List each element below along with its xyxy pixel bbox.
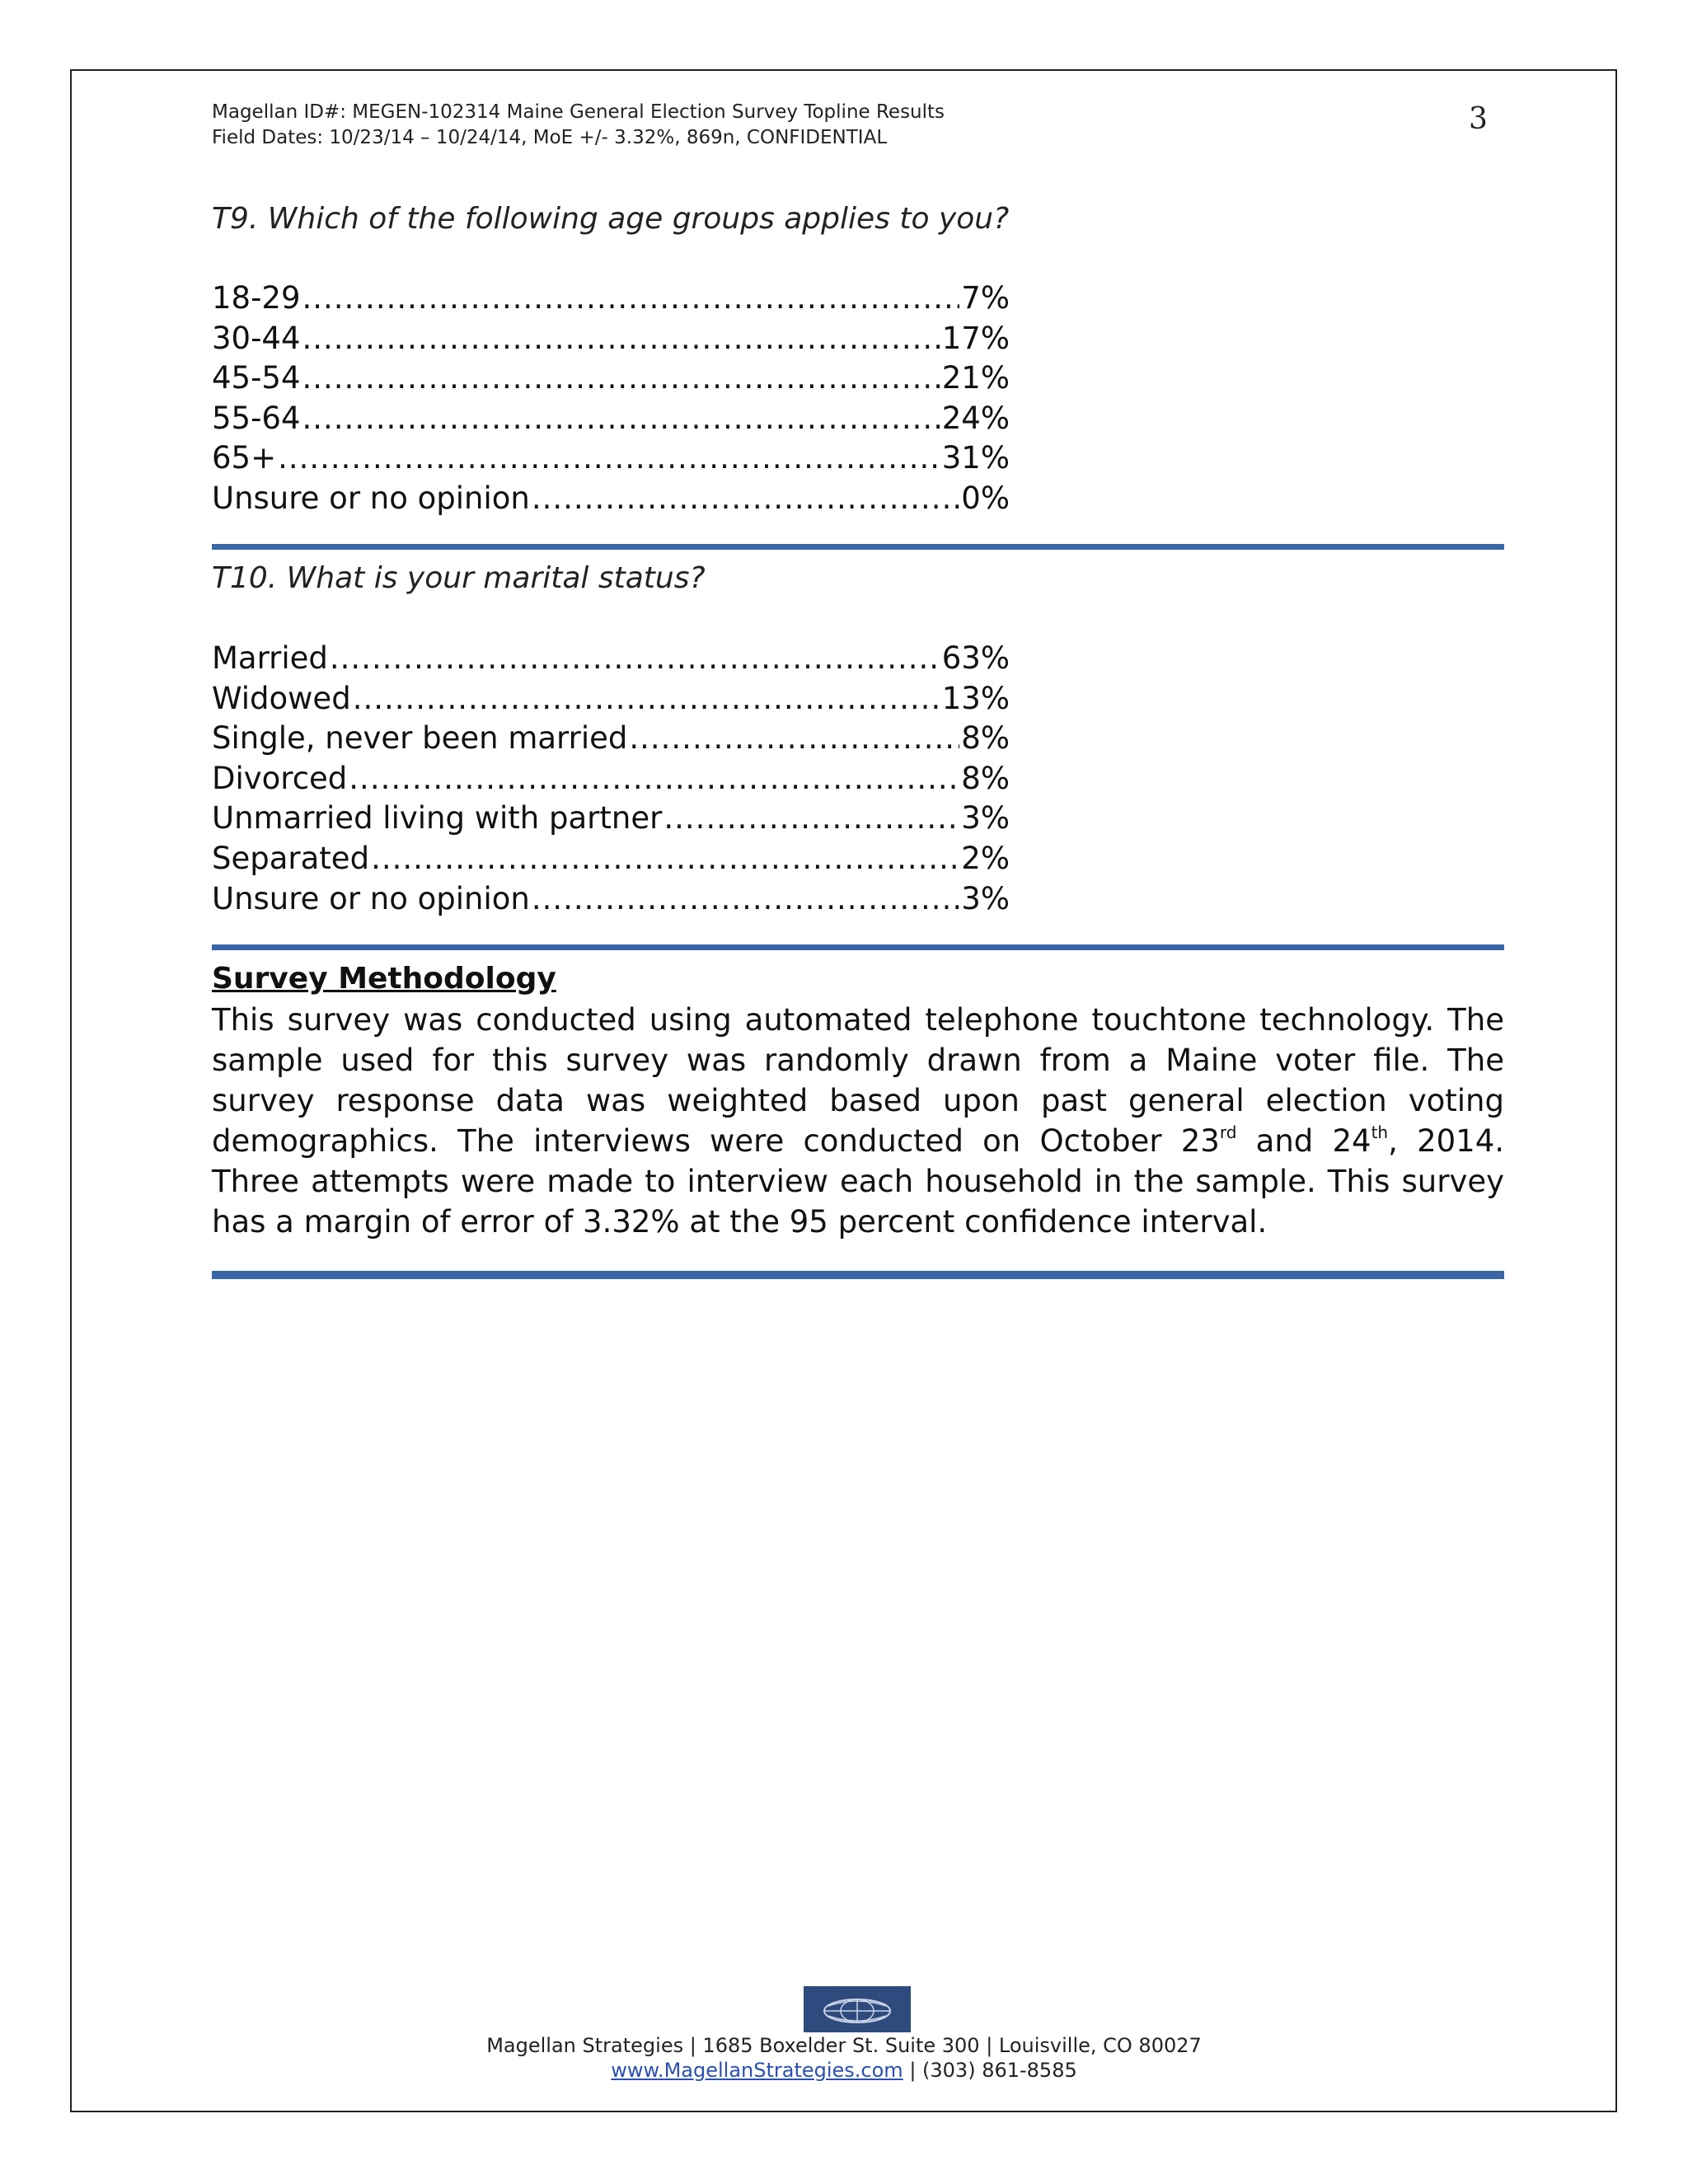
row-label: Separated (212, 840, 370, 876)
row-value: 2% (961, 840, 1010, 876)
list-item (212, 319, 1010, 359)
row-value: 31% (941, 440, 1010, 476)
globe-icon (804, 1986, 911, 2032)
methodology-text-3: , 2014. Three attempts were made to interview each household in the sample. This survey has a margin of error of 3.32% at the 95 percent confidence interval. (212, 1123, 1504, 1240)
row-value: 8% (961, 760, 1010, 796)
footer-address: Magellan Strategies | 1685 Boxelder St. Suite 300 | Louisville, CO 80027 (486, 2034, 1202, 2057)
dot-leader (629, 719, 959, 759)
section-divider (212, 544, 1504, 550)
row-label: Unsure or no opinion (212, 880, 530, 916)
dot-leader (330, 639, 940, 679)
dot-leader (532, 479, 959, 519)
document-header (212, 100, 945, 151)
dot-leader (302, 319, 940, 359)
list-item (212, 279, 1010, 319)
methodology-title: Survey Methodology (212, 962, 556, 996)
list-item (212, 759, 1010, 799)
dot-leader (663, 799, 959, 839)
list-item (212, 679, 1010, 719)
question-t10: T10. What is your marital status? (212, 561, 706, 595)
row-label: Unsure or no opinion (212, 480, 530, 516)
row-value: 3% (961, 880, 1010, 916)
dot-leader (349, 759, 959, 799)
dot-leader (532, 879, 959, 920)
dot-leader (302, 279, 960, 319)
ordinal-suffix-rd: rd (1219, 1122, 1237, 1142)
row-value: 13% (941, 680, 1010, 716)
methodology-text-2: and 24 (1236, 1123, 1372, 1159)
row-value: 17% (941, 320, 1010, 356)
row-label: Unmarried living with partner (212, 800, 663, 837)
row-label: Married (212, 640, 328, 676)
section-divider (212, 944, 1504, 950)
methodology-text-1: This survey was conducted using automated telephone touchtone technology. The sample used for this survey was randomly drawn from a Maine voter file. The survey response data was weighted based upon past general election voting demographics. The interviews were conducted on October 23 (212, 1002, 1504, 1159)
row-label: 65+ (212, 440, 277, 476)
header-line-1: Magellan ID#: MEGEN-102314 Maine General Election Survey Topline Results (212, 101, 945, 123)
ordinal-suffix-th: th (1371, 1122, 1389, 1142)
row-value: 7% (961, 280, 1010, 316)
methodology-body (212, 1000, 1504, 1242)
list-item (212, 438, 1010, 479)
dot-leader (371, 839, 959, 879)
list-item (212, 479, 1010, 519)
website-link[interactable]: www.MagellanStrategies.com (611, 2059, 903, 2082)
dot-leader (302, 359, 940, 399)
magellan-globe-logo (804, 1986, 911, 2032)
t10-results-list (212, 639, 1010, 919)
row-value: 21% (941, 360, 1010, 396)
footer-contact (0, 2058, 1688, 2083)
dot-leader (302, 399, 940, 439)
page-number: 3 (1469, 102, 1488, 136)
question-t9: T9. Which of the following age groups applies to you? (212, 202, 1010, 236)
list-item (212, 639, 1010, 679)
section-divider (212, 1271, 1504, 1279)
row-value: 3% (961, 800, 1010, 837)
row-value: 63% (941, 640, 1010, 676)
row-label: 18-29 (212, 280, 301, 316)
list-item (212, 719, 1010, 759)
row-value: 0% (961, 480, 1010, 516)
row-label: 30-44 (212, 320, 301, 356)
header-line-2: Field Dates: 10/23/14 – 10/24/14, MoE +/- 3.32%, 869n, CONFIDENTIAL (212, 127, 888, 148)
list-item (212, 879, 1010, 920)
list-item (212, 399, 1010, 439)
row-value: 24% (941, 400, 1010, 436)
dot-leader (278, 438, 940, 479)
row-label: 55-64 (212, 400, 301, 436)
list-item (212, 839, 1010, 879)
row-label: 45-54 (212, 360, 301, 396)
list-item (212, 799, 1010, 839)
t9-results-list (212, 279, 1010, 519)
row-label: Divorced (212, 760, 348, 796)
row-label: Widowed (212, 680, 351, 716)
row-value: 8% (961, 720, 1010, 757)
dot-leader (353, 679, 940, 719)
list-item (212, 359, 1010, 399)
row-label: Single, never been married (212, 720, 628, 757)
footer-phone: | (303) 861-8585 (903, 2059, 1077, 2082)
